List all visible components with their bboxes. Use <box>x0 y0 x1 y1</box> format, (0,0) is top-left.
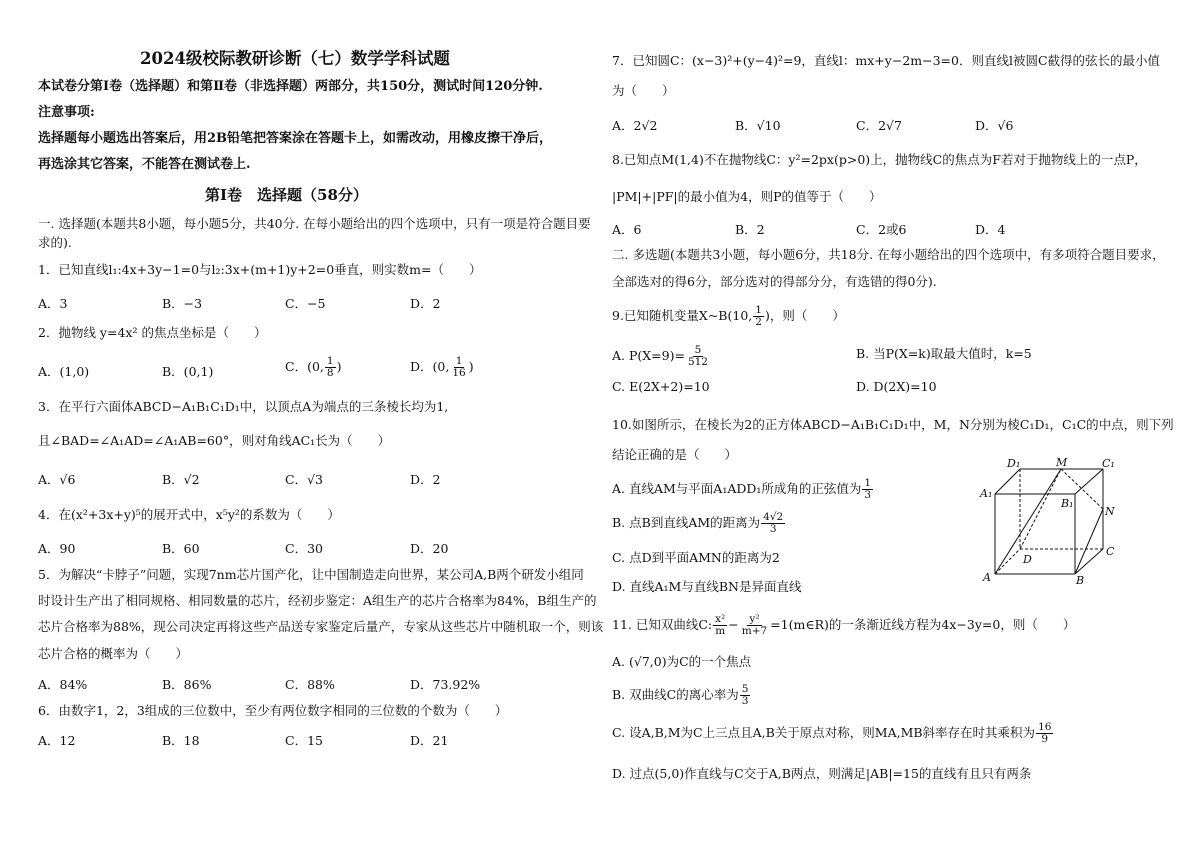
option-d: D．2 <box>410 472 441 487</box>
option-b: B．√2 <box>162 472 200 487</box>
option-a: A．12 <box>38 733 76 748</box>
section-intro: 一. 选择题(本题共8小题，每小题5分，共40分. 在每小题给出的四个选项中，只有一项是符合题目要 <box>38 216 591 231</box>
option-c: C．(0, $\frac{1}{8}$ ) <box>285 355 342 379</box>
label-b: B <box>1076 574 1085 587</box>
option-c: C．2√7 <box>856 118 902 133</box>
option-a: A．90 <box>38 541 76 556</box>
option-b: B. 当P(X=k)取最大值时，k=5 <box>856 346 1032 361</box>
question-stem: 且∠BAD=∠A₁AD=∠A₁AB=60°，则对角线AC₁长为（ ） <box>38 433 391 448</box>
question-stem: 芯片合格率为88%，现公司决定再将这些产品送专家鉴定后量产，专家从这些芯片中随机取一个，则该 <box>38 619 604 634</box>
option-b: B．√10 <box>735 118 781 133</box>
label-a: A <box>983 571 991 584</box>
option-a: A. (√7,0)为C的一个焦点 <box>612 654 752 669</box>
label-n: N <box>1105 505 1115 518</box>
option-c: C. 点D到平面AMN的距离为2 <box>612 550 780 565</box>
question-stem: 4．在(x²+3x+y)⁵的展开式中，x⁵y²的系数为（ ） <box>38 507 340 522</box>
question-stem: 6．由数字1，2，3组成的三位数中，至少有两位数字相同的三位数的个数为（ ） <box>38 703 508 718</box>
option-d: D．√6 <box>975 118 1014 133</box>
question-stem: 芯片合格的概率为（ ） <box>38 646 189 661</box>
label-c: C <box>1106 545 1115 558</box>
option-c: C．30 <box>285 541 323 556</box>
question-stem: 时设计生产出了相同规格、相同数量的芯片，经初步鉴定：A组生产的芯片合格率为84%，B组生产的 <box>38 593 597 608</box>
label-a1: A₁ <box>980 487 993 500</box>
cube-figure <box>975 457 1125 587</box>
section-title: 第Ⅰ卷 选择题（58分） <box>205 186 368 204</box>
question-stem: 11. 已知双曲线C: $\frac{\text{x²}}{m}$ − $\frac{\text{y²}}{m+7}$ =1(m∈R)的一条渐近线方程为4x−3y=0，则（ ） <box>612 613 1076 637</box>
option-a: A．(1,0) <box>38 364 90 379</box>
option-a: A．√6 <box>38 472 76 487</box>
question-stem: 为（ ） <box>612 83 675 98</box>
option-b: B. 点B到直线AM的距离为 $\frac{4√2}{3}$ <box>612 511 784 535</box>
question-stem: 1．已知直线l₁:4x+3y−1=0与l₂:3x+(m+1)y+2=0垂直，则实数m=（ ） <box>38 262 482 277</box>
option-a: A．84% <box>38 677 88 692</box>
option-c: C．88% <box>285 677 335 692</box>
option-c: C．−5 <box>285 296 326 311</box>
option-a: A．2√2 <box>612 118 658 133</box>
option-b: B．(0,1) <box>162 364 214 379</box>
section-intro: 求的). <box>38 235 72 250</box>
option-d: D．4 <box>975 222 1006 237</box>
option-b: B．−3 <box>162 296 203 311</box>
exam-note: 选择题每小题选出答案后，用2B铅笔把答案涂在答题卡上，如需改动，用橡皮擦干净后， <box>38 131 553 146</box>
exam-note: 再选涂其它答案，不能答在测试卷上. <box>38 157 251 172</box>
option-a: A．3 <box>38 296 68 311</box>
option-d: D．20 <box>410 541 449 556</box>
option-b: B．86% <box>162 677 212 692</box>
exam-title: 2024级校际教研诊断（七）数学学科试题 <box>140 49 450 68</box>
exam-note: 本试卷分第Ⅰ卷（选择题）和第Ⅱ卷（非选择题）两部分，共150分，测试时间120分钟. <box>38 79 543 94</box>
option-b: B. 双曲线C的离心率为 $\frac{5}{3}$ <box>612 683 749 707</box>
section-intro: 全部选对的得6分，部分选对的得部分分，有选错的得0分). <box>612 274 937 289</box>
exam-note: 注意事项: <box>38 105 95 120</box>
option-d: D．73.92% <box>410 677 481 692</box>
question-stem: 3．在平行六面体ABCD−A₁B₁C₁D₁中，以顶点A为端点的三条棱长均为1, <box>38 399 449 414</box>
question-stem: |PM|+|PF|的最小值为4，则P的值等于（ ） <box>612 189 882 204</box>
option-c: C．√3 <box>285 472 323 487</box>
option-d: D. 过点(5,0)作直线与C交于A,B两点，则满足|AB|=15的直线有且只有两条 <box>612 766 1032 781</box>
label-d: D <box>1023 553 1032 566</box>
option-d: D. D(2X)=10 <box>856 379 937 394</box>
option-d: D. 直线A₁M与直线BN是异面直线 <box>612 579 802 594</box>
option-a: A. 直线AM与平面A₁ADD₁所成角的正弦值为 $\frac{1}{3}$ <box>612 477 872 501</box>
option-c: C．2或6 <box>856 222 907 237</box>
label-c1: C₁ <box>1102 457 1115 470</box>
question-stem: 结论正确的是（ ） <box>612 447 738 462</box>
option-d: D．2 <box>410 296 441 311</box>
option-a: A．6 <box>612 222 642 237</box>
question-stem: 2．抛物线 y=4x² 的焦点坐标是（ ） <box>38 325 267 340</box>
option-b: B．60 <box>162 541 200 556</box>
label-b1: B₁ <box>1061 497 1074 510</box>
option-d: D．21 <box>410 733 449 748</box>
question-stem: 5．为解决“卡脖子”问题，实现7nm芯片国产化，让中国制造走向世界，某公司A,B两个研发小组同 <box>38 567 584 582</box>
label-m: M <box>1056 457 1068 469</box>
question-stem: 7．已知圆C：(x−3)²+(y−4)²=9，直线l：mx+y−2m−3=0．则直线l被圆C截得的弦长的最小值 <box>612 53 1161 68</box>
option-c: C. E(2X+2)=10 <box>612 379 710 394</box>
option-b: B．2 <box>735 222 765 237</box>
question-stem: 9.已知随机变量X~B(10, $\frac{1}{2}$ )，则（ ） <box>612 304 845 328</box>
question-stem: 10.如图所示，在棱长为2的正方体ABCD−A₁B₁C₁D₁中，M，N分别为棱C₁D₁，C₁C的中点，则下列 <box>612 417 1174 432</box>
option-c: C．15 <box>285 733 323 748</box>
question-stem: 8.已知点M(1,4)不在抛物线C：y²=2px(p>0)上，抛物线C的焦点为F若对于抛物线上的一点P， <box>612 152 1147 167</box>
option-a: A. P(X=9)= $\frac{5}{512}$ <box>612 344 708 368</box>
section-intro: 二. 多选题(本题共3小题，每小题6分，共18分. 在每小题给出的四个选项中，有多项符合题目要求， <box>612 247 1165 262</box>
option-b: B．18 <box>162 733 200 748</box>
option-c: C. 设A,B,M为C上三点且A,B关于原点对称，则MA,MB斜率存在时其乘积为 $\frac{16}{9}$ <box>612 721 1052 745</box>
option-d: D．(0, $\frac{1}{16}$ ) <box>410 355 474 379</box>
label-d1: D₁ <box>1007 457 1021 470</box>
